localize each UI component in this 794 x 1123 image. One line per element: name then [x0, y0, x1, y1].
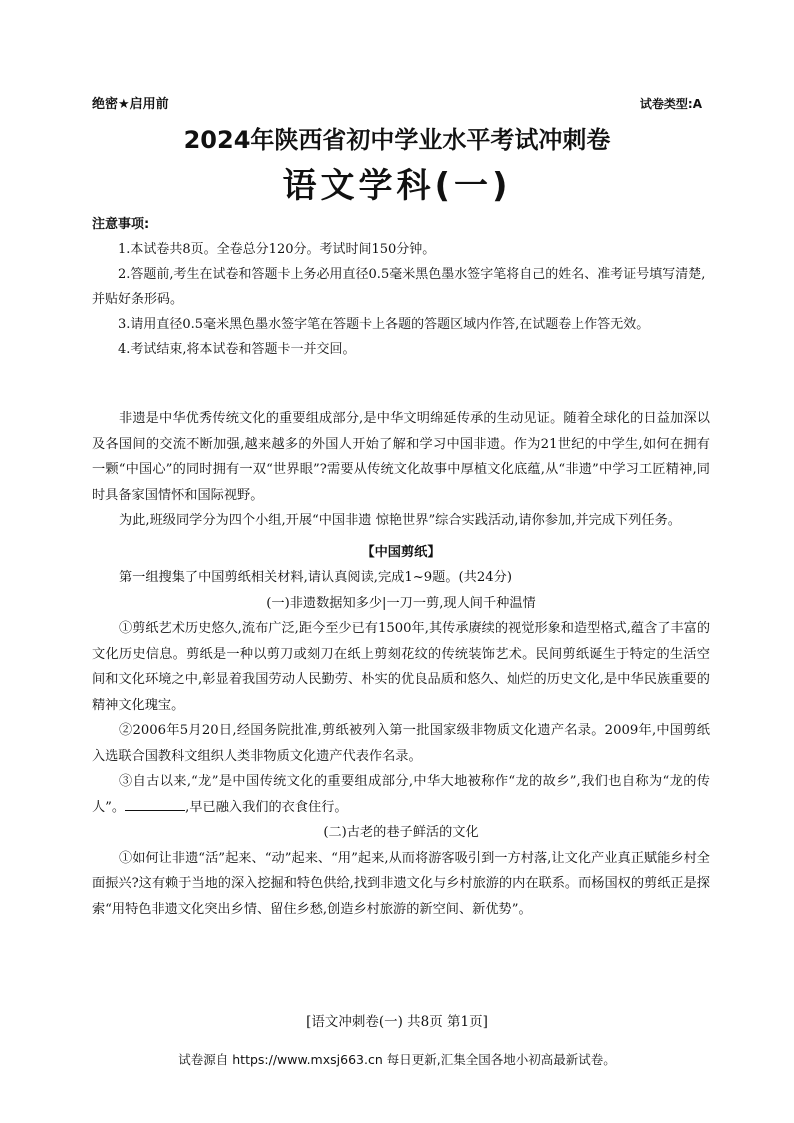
exam-body	[92, 406, 710, 922]
fill-in-blank	[125, 796, 185, 811]
reading-paragraph: ②2006年5月20日,经国务院批准,剪纸被列入第一批国家级非物质文化遗产名录。2009年,中国剪纸入选联合国教科文组织人类非物质文化遗产代表作名录。	[92, 723, 710, 764]
part-title: (一)非遗数据知多少|一刀一剪,现人间千种温情	[266, 595, 536, 611]
exam-subtitle: 语文学科(一)	[282, 166, 512, 206]
source-line: 试卷源自 https://www.mxsj663.cn 每日更新,汇集全国各地小初高最新试卷。	[178, 1052, 616, 1067]
paragraph-text: ③自古以来,“龙”是中国传统文化的重要组成部分,中华大地被称作“龙的故乡”,我们也自称为“龙的传人”。	[92, 774, 710, 815]
paper-type-label: 试卷类型:A	[639, 97, 702, 111]
intro-paragraph: 非遗是中华优秀传统文化的重要组成部分,是中华文明绵延传承的生动见证。随着全球化的日益加深以及各国间的交流不断加强,越来越多的外国人开始了解和学习中国非遗。作为21世纪的中学生,如何在拥有一颗“中国心”的同时拥有一双“世界眼”?需要从传统文化故事中厚植文化底蕴,从“非遗”中学习工匠精神,同时具备家国情怀和国际视野。	[92, 411, 710, 503]
paragraph-text: ,早已融入我们的衣食住行。	[185, 799, 348, 815]
instruction-item: 4.考试结束,将本试卷和答题卡一并交回。	[118, 342, 356, 357]
page-footer: [语文冲刺卷(一) 共8页 第1页]	[306, 1014, 488, 1030]
instructions-block	[92, 212, 712, 362]
exam-title: 2024年陕西省初中学业水平考试冲刺卷	[183, 126, 611, 154]
instruction-item: 1.本试卷共8页。全卷总分120分。考试时间150分钟。	[118, 242, 436, 257]
instructions-heading: 注意事项:	[92, 217, 150, 232]
reading-paragraph: ①剪纸艺术历史悠久,流布广泛,距今至少已有1500年,其传承赓续的视觉形象和造型格式,蕴含了丰富的文化历史信息。剪纸是一种以剪刀或刻刀在纸上剪刻花纹的传统装饰艺术。民间剪纸诞生于特定的生活空间和文化环境之中,彰显着我国劳动人民勤劳、朴实的优良品质和悠久、灿烂的历史文化,是中华民族重要的精神文化瑰宝。	[92, 621, 711, 713]
intro-paragraph: 为此,班级同学分为四个小组,开展“中国非遗 惊艳世界”综合实践活动,请你参加,并完成下列任务。	[119, 513, 681, 528]
instruction-item: 3.请用直径0.5毫米黑色墨水签字笔在答题卡上各题的答题区域内作答,在试题卷上作答无效。	[118, 317, 650, 332]
section-title: 【中国剪纸】	[361, 544, 441, 560]
reading-paragraph	[92, 769, 710, 820]
instruction-item: 2.答题前,考生在试卷和答题卡上务必用直径0.5毫米黑色墨水签字笔将自己的姓名、准考证号填写清楚,并贴好条形码。	[92, 267, 706, 307]
confidential-label: 绝密★启用前	[92, 97, 169, 112]
part-title: (二)古老的巷子鲜活的文化	[323, 825, 479, 840]
reading-paragraph: ①如何让非遗“活”起来、“动”起来、“用”起来,从而将游客吸引到一方村落,让文化产业真正赋能乡村全面振兴?这有赖于当地的深入挖掘和特色供给,找到非遗文化与乡村旅游的内在联系。而杨国权的剪纸正是探索“用特色非遗文化突出乡情、留住乡愁,创造乡村旅游的新空间、新优势”。	[92, 850, 710, 917]
section-instruction: 第一组搜集了中国剪纸相关材料,请认真阅读,完成1~9题。(共24分)	[119, 570, 512, 585]
